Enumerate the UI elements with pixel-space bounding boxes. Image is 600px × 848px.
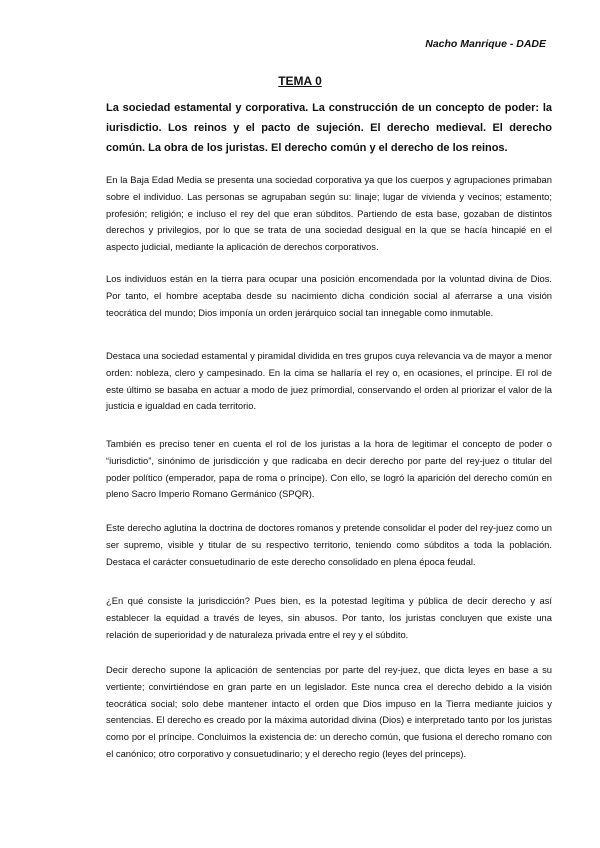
author-header: Nacho Manrique - DADE [425,38,546,50]
paragraph-3: Destaca una sociedad estamental y piramidal dividida en tres grupos cuya relevancia va de mayor a menor orden: nobleza, clero y campesinado. En la cima se hallaría el rey o, en ocasiones, el príncipe. El rol de este último se basaba en actuar a modo de juez primordial, conservando el orden al priorizar el valor de la justicia e igualdad en cada territorio. [106,350,552,412]
paragraph-5: Este derecho aglutina la doctrina de doctores romanos y pretende consolidar el poder del rey-juez como un ser supremo, visible y titular de su respectivo territorio, teniendo como súbditos a toda la población. Destaca el carácter consuetudinario de este derecho consolidado en plena época feudal. [106,522,552,567]
paragraph-7: Decir derecho supone la aplicación de sentencias por parte del rey-juez, que dicta leyes en base a su vertiente; convirtiéndose en gran parte en un legislador. Este nunca crea el derecho debido a la visión teocrática social; solo debe mantener intacto el orden que Dios impuso en la Tierra mediante juicios y sentencias. El derecho es creado por la máxima autoridad divina (Dios) e interpretado tanto por los juristas como por el príncipe. Concluimos la existencia de: un derecho común, que fusiona el derecho romano con el canónico; otro corporativo y consuetudinario; y el derecho regio (leyes del princeps). [106,664,552,759]
page-title: TEMA 0 [278,74,322,88]
topic-subtitle: La sociedad estamental y corporativa. La construcción de un concepto de poder: la iurisdictio. Los reinos y el pacto de sujeción. El derecho medieval. El derecho común. La obra de los juristas. El derecho común y el derecho de los reinos. [106,102,552,154]
paragraph-4: También es preciso tener en cuenta el rol de los juristas a la hora de legitimar el concepto de poder o “iurisdictio”, sinónimo de jurisdicción y que radicaba en decir derecho por parte del rey-juez o titular del poder político (emperador, papa de roma o príncipe). Con ello, se logró la aparición del derecho común en pleno Sacro Imperio Romano Germánico (SPQR). [106,438,552,500]
paragraph-1: En la Baja Edad Media se presenta una sociedad corporativa ya que los cuerpos y agrupaciones primaban sobre el individuo. Las personas se agrupaban según su: linaje; lugar de vivienda y vecinos; estamento; profesión; religión; e incluso el rey del que eran súbditos. Partiendo de esta base, gozaban de distintos derechos y privilegios, por lo que se trata de una sociedad desigual en la que se hacía hincapié en el aspecto judicial, mediante la aplicación de derechos corporativos. [106,174,552,253]
paragraph-2: Los individuos están en la tierra para ocupar una posición encomendada por la voluntad divina de Dios. Por tanto, el hombre aceptaba desde su nacimiento dicha condición social al aferrarse a una visión teocrática del mundo; Dios imponía un orden jerárquico social tan innegable como inmutable. [106,273,552,318]
paragraph-6: ¿En qué consiste la jurisdicción? Pues bien, es la potestad legítima y pública de decir derecho y así establecer la equidad a través de leyes, sin abusos. Por tanto, los juristas concluyen que existe una relación de superioridad y de naturaleza privada entre el rey y el súbdito. [106,595,552,640]
